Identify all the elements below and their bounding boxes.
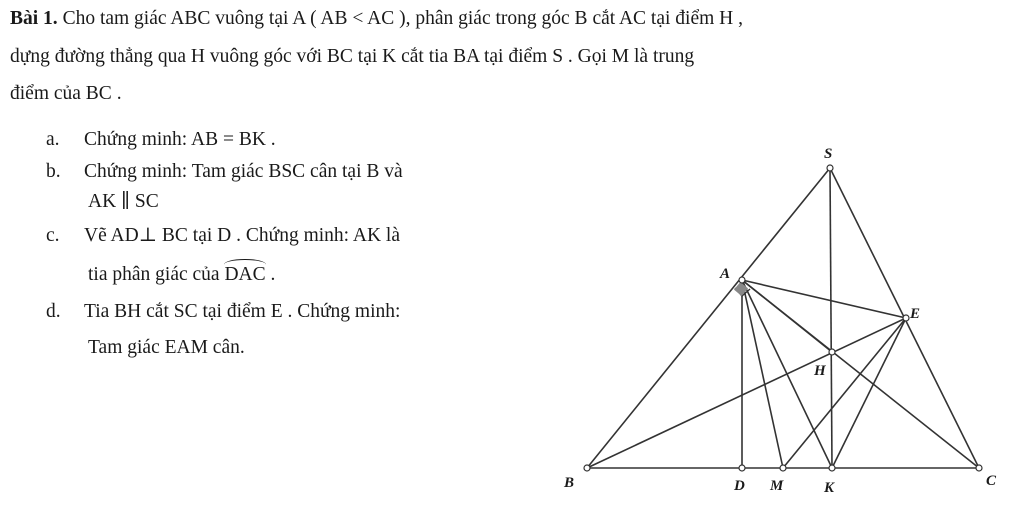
label-d: D — [734, 478, 745, 494]
problem-text-1: Cho tam giác ABC vuông tại A ( AB < AC ), phân giác trong góc B cắt AC tại điểm H , — [57, 8, 743, 29]
question-b-marker: b. — [46, 161, 61, 182]
question-c-line-2-prefix: tia phân giác của — [88, 264, 225, 285]
segment-sk — [830, 168, 832, 468]
point-s — [827, 165, 833, 171]
point-d — [739, 465, 745, 471]
question-d-marker: d. — [46, 301, 61, 322]
question-d-line-2: Tam giác EAM cân. — [88, 337, 245, 358]
problem-line-2: dựng đường thẳng qua H vuông góc với BC tại K cắt tia BA tại điểm S . Gọi M là trung — [10, 46, 695, 67]
point-c — [976, 465, 982, 471]
question-c-marker: c. — [46, 225, 60, 246]
label-e: E — [910, 306, 921, 322]
question-c-line-2-suffix: . — [265, 264, 276, 285]
point-e — [903, 315, 909, 321]
label-m: M — [770, 478, 784, 494]
problem-line-3: điểm của BC . — [10, 83, 122, 104]
point-h — [829, 349, 835, 355]
question-c-text: Vẽ AD⊥ BC tại D . Chứng minh: AK là — [84, 225, 400, 246]
segment-be — [587, 318, 906, 468]
question-a-text: Chứng minh: AB = BK . — [84, 129, 276, 150]
question-a-marker: a. — [46, 129, 60, 150]
segment-em — [783, 318, 906, 468]
label-b: B — [564, 475, 575, 491]
label-a: A — [720, 266, 731, 282]
segment-sb — [587, 168, 830, 468]
label-s: S — [824, 146, 833, 162]
question-b-text: Chứng minh: Tam giác BSC cân tại B và — [84, 161, 403, 182]
point-m — [780, 465, 786, 471]
problem-label: Bài 1. — [10, 8, 58, 29]
question-d-text: Tia BH cắt SC tại điểm E . Chứng minh: — [84, 301, 401, 322]
label-c: C — [986, 473, 997, 489]
label-h: H — [814, 363, 826, 379]
point-b — [584, 465, 590, 471]
label-k: K — [824, 480, 835, 496]
angle-dac: DAC — [224, 264, 266, 285]
point-k — [829, 465, 835, 471]
segment-ek — [832, 318, 906, 468]
point-a — [739, 277, 745, 283]
question-b-line-2: AK ∥ SC — [88, 191, 159, 212]
